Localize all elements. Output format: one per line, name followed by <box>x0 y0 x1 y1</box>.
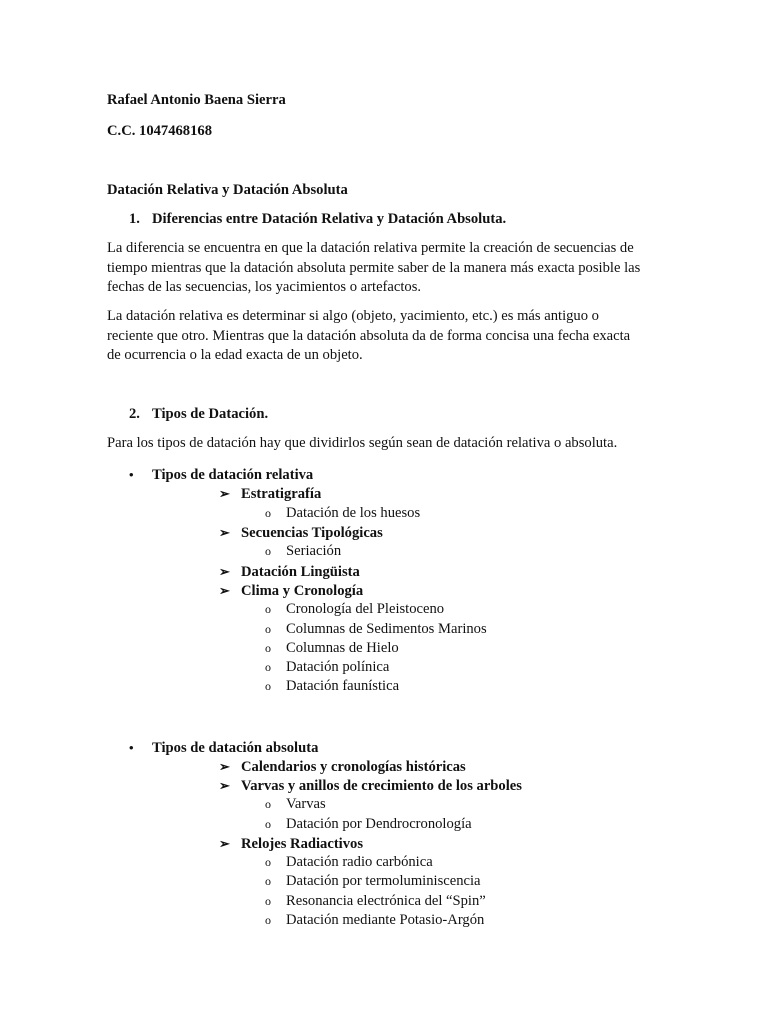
list-item <box>265 853 433 873</box>
list-heading-absoluta: Tipos de datación absoluta <box>152 740 319 756</box>
arrow-bullet-icon: ➢ <box>219 759 230 774</box>
section-2-number: 2. <box>129 406 140 422</box>
circle-bullet-icon: o <box>265 913 271 927</box>
circle-bullet-icon: o <box>265 797 271 811</box>
section-2-intro: Para los tipos de datación hay que dividirlos según sean de datación relativa o absoluta. <box>107 435 618 451</box>
circle-bullet-icon: o <box>265 506 271 520</box>
paragraph-line: tiempo mientras que la datación absoluta permite saber de la manera más exacta posible las <box>107 259 641 276</box>
list-item <box>219 776 522 797</box>
list-heading-relativa: Tipos de datación relativa <box>152 467 314 483</box>
paragraph-line: de ocurrencia o la edad exacta de un objeto. <box>107 347 363 363</box>
circle-bullet-icon: o <box>265 641 271 655</box>
list-item-label: Datación mediante Potasio-Argón <box>286 912 485 928</box>
list-item-label: Calendarios y cronologías históricas <box>241 759 466 775</box>
circle-bullet-icon: o <box>265 679 271 693</box>
list-item <box>265 677 399 697</box>
arrow-bullet-icon: ➢ <box>219 486 230 501</box>
list-item-label: Varvas <box>286 796 326 812</box>
author-name: Rafael Antonio Baena Sierra <box>107 92 286 108</box>
list-item-label: Relojes Radiactivos <box>241 836 364 852</box>
section-1-title: Diferencias entre Datación Relativa y Datación Absoluta. <box>152 211 507 227</box>
list-item <box>265 795 326 815</box>
list-item-label: Varvas y anillos de crecimiento de los arboles <box>241 778 522 794</box>
section-1-paragraph-2 <box>107 307 708 366</box>
circle-bullet-icon: o <box>265 817 271 831</box>
list-item-label: Datación faunística <box>286 678 400 694</box>
arrow-bullet-icon: ➢ <box>219 564 230 579</box>
circle-bullet-icon: o <box>265 622 271 636</box>
section-2-heading <box>129 405 268 425</box>
list-item <box>219 484 321 505</box>
arrow-bullet-icon: ➢ <box>219 778 230 793</box>
list-item-label: Estratigrafía <box>241 486 322 502</box>
circle-bullet-icon: o <box>265 660 271 674</box>
circle-bullet-icon: o <box>265 544 271 558</box>
list-item <box>219 581 363 602</box>
document-title: Datación Relativa y Datación Absoluta <box>107 182 348 198</box>
paragraph-line: La datación relativa es determinar si algo (objeto, yacimiento, etc.) es más antiguo o <box>107 308 599 324</box>
paragraph-line: reciente que otro. Mientras que la datación absoluta da de forma concisa una fecha exacta <box>107 327 631 344</box>
section-2-title: Tipos de Datación. <box>152 406 269 422</box>
list-item <box>265 892 486 912</box>
circle-bullet-icon: o <box>265 874 271 888</box>
bullet-icon: • <box>129 467 134 482</box>
list-item-label: Columnas de Hielo <box>286 640 399 656</box>
list-item <box>219 562 360 583</box>
list-item <box>265 639 399 659</box>
bullet-icon: • <box>129 740 134 755</box>
section-1-paragraph-1 <box>107 239 708 298</box>
section-1-heading <box>129 210 506 230</box>
list-item <box>219 834 363 855</box>
list-item-label: Columnas de Sedimentos Marinos <box>286 621 487 637</box>
paragraph-line: fechas de las secuencias, los yacimientos o artefactos. <box>107 279 422 295</box>
list-item-label: Secuencias Tipológicas <box>241 525 383 541</box>
list-item-label: Datación polínica <box>286 659 390 675</box>
paragraph-line: La diferencia se encuentra en que la datación relativa permite la creación de secuencias de <box>107 240 634 256</box>
list-item-label: Datación Lingüista <box>241 564 360 580</box>
list-item <box>265 542 341 562</box>
list-item-label: Cronología del Pleistoceno <box>286 601 445 617</box>
list-item-label: Clima y Cronología <box>241 583 364 599</box>
arrow-bullet-icon: ➢ <box>219 836 230 851</box>
list-item-label: Resonancia electrónica del “Spin” <box>286 893 486 909</box>
section-1-number: 1. <box>129 211 140 227</box>
circle-bullet-icon: o <box>265 602 271 616</box>
arrow-bullet-icon: ➢ <box>219 525 230 540</box>
list-item-label: Datación radio carbónica <box>286 854 433 870</box>
circle-bullet-icon: o <box>265 855 271 869</box>
list-item <box>265 872 481 892</box>
list-item <box>265 911 484 931</box>
arrow-bullet-icon: ➢ <box>219 583 230 598</box>
list-item-label: Datación por Dendrocronología <box>286 816 472 832</box>
list-item-relativa <box>129 465 313 486</box>
list-item <box>265 620 487 640</box>
list-item-absoluta <box>129 738 318 759</box>
list-item <box>265 504 420 524</box>
list-item <box>219 523 383 544</box>
circle-bullet-icon: o <box>265 894 271 908</box>
list-item <box>265 658 389 678</box>
list-item-label: Datación de los huesos <box>286 505 421 521</box>
list-item <box>265 600 444 620</box>
list-item <box>265 815 472 835</box>
id-number: C.C. 1047468168 <box>107 123 212 139</box>
list-item-label: Seriación <box>286 543 342 559</box>
list-item-label: Datación por termoluminiscencia <box>286 873 481 889</box>
list-item <box>219 757 466 778</box>
